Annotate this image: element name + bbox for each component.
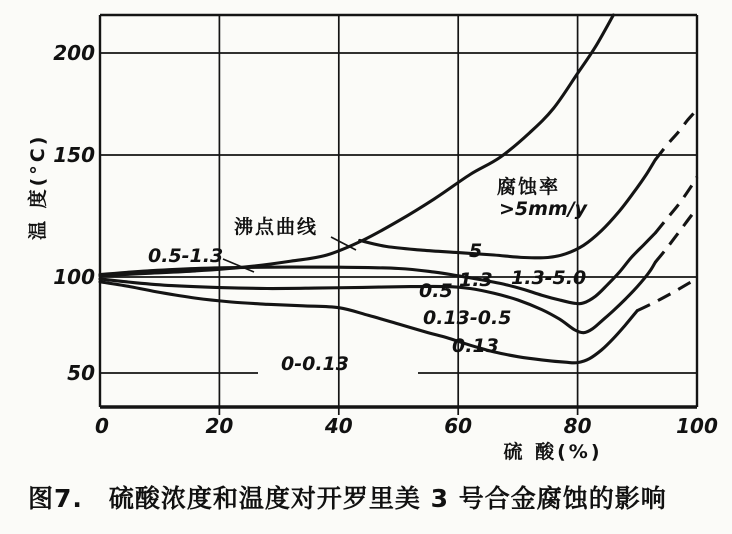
gridlines [100,15,697,415]
x-tick-label: 40 [324,414,353,438]
x-tick-label: 60 [444,414,473,438]
figure-caption [28,479,718,515]
annotation-label: 5 [469,240,483,262]
annotation-label: 0.13 [452,335,499,357]
y-axis-label: 温 度(°C) [27,133,49,240]
x-tick-label: 100 [676,414,718,438]
curve-contour-1.3-dashed [655,177,697,233]
annotations [148,175,589,375]
annotation-label: 0.5-1.3 [148,245,224,267]
y-tick-label: 100 [53,265,95,289]
figure-number: 图7. [28,484,83,513]
annotation-label: 0.5 [419,280,453,302]
curves [100,15,697,363]
figure-caption-text: 硫酸浓度和温度对开罗里美 3 号合金腐蚀的影响 [108,484,667,513]
annotation-label: 1.3-5.0 [511,267,587,289]
curve-contour-5-dashed [655,108,697,160]
x-axis-label: 硫 酸(%) [503,441,603,463]
curve-contour-0.13-dashed [637,279,697,311]
curve-contour-0.13 [100,282,637,363]
annotation-label: 0-0.13 [281,353,349,375]
annotation-label: 腐蚀率 [497,176,561,198]
y-tick-label: 150 [53,143,95,167]
annotation-label: 沸点曲线 [234,216,319,238]
tick-labels [53,41,718,438]
x-tick-label: 80 [563,414,592,438]
annotation-label: 1.3 [459,269,493,291]
curve-contour-0.5-dashed [655,209,697,263]
y-tick-label: 50 [67,361,95,385]
curve-boiling-point-curve [100,15,613,276]
annotation-label: >5mm/y [499,198,588,220]
x-tick-label: 20 [205,414,234,438]
plot-frame [100,15,697,407]
y-tick-label: 200 [53,41,95,65]
x-tick-label: 0 [95,414,109,438]
annotation-label: 0.13-0.5 [423,307,512,329]
